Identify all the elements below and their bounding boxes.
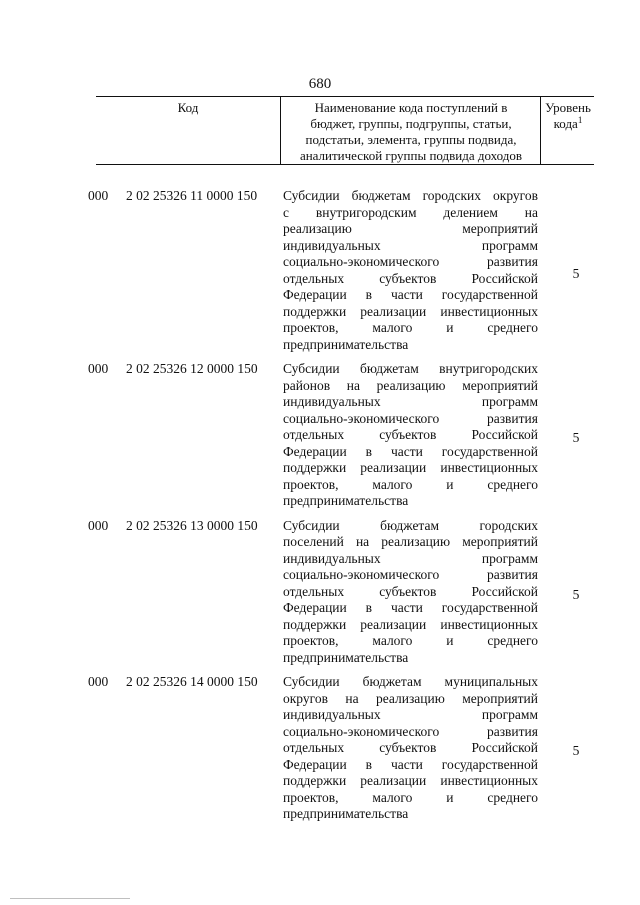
row-name xyxy=(283,674,538,823)
row-name-line: отдельных субъектов Российской xyxy=(283,583,538,599)
row-level: 5 xyxy=(572,743,580,758)
row-name xyxy=(283,188,538,353)
row-name-line: Субсидии бюджетам городских округов xyxy=(283,188,538,203)
table-body xyxy=(0,188,640,831)
row-prefix: 000 xyxy=(88,517,109,533)
row-name-line: Федерации в части государственной xyxy=(283,756,538,772)
scan-edge-line xyxy=(10,898,130,899)
row-name-line: округов на реализацию мероприятий xyxy=(283,690,538,706)
row-code: 2 02 25326 11 0000 150 xyxy=(126,188,258,203)
row-name-line: поселений на реализацию мероприятий xyxy=(283,534,538,549)
row-name-line: отдельных субъектов Российской xyxy=(283,740,538,755)
header-level-second: кода xyxy=(553,116,578,131)
header-level-line xyxy=(542,116,594,132)
row-name-line: реализацию мероприятий xyxy=(283,221,538,236)
table-row xyxy=(0,188,640,361)
row-name-line: с внутригородским делением на xyxy=(283,204,538,220)
header-name xyxy=(282,100,540,164)
row-name-line: проектов, малого и среднего xyxy=(283,476,538,492)
row-code: 2 02 25326 13 0000 150 xyxy=(126,517,258,533)
row-name xyxy=(283,518,538,667)
row-name-line: социально-экономического развития xyxy=(283,410,538,426)
row-name-line: Федерации в части государственной xyxy=(283,443,538,459)
row-name-line: индивидуальных программ xyxy=(283,550,538,566)
row-level: 5 xyxy=(572,430,580,445)
table-row xyxy=(0,361,640,518)
row-name-line: социально-экономического развития xyxy=(283,723,538,739)
row-name-line: социально-экономического развития xyxy=(283,254,538,269)
row-name-line: отдельных субъектов Российской xyxy=(283,270,538,286)
row-name-line: поддержки реализации инвестиционных xyxy=(283,460,538,475)
row-name-line: проектов, малого и среднего xyxy=(283,320,538,335)
header-divider xyxy=(280,97,281,164)
row-name-line: проектов, малого и среднего xyxy=(283,789,538,805)
header-level xyxy=(542,100,594,132)
row-name-line: социально-экономического развития xyxy=(283,567,538,582)
row-name-line: Субсидии бюджетам внутригородских xyxy=(283,361,538,376)
row-name-line: предпринимательства xyxy=(283,336,409,352)
row-name xyxy=(283,361,538,510)
page-number: 680 xyxy=(308,76,332,92)
row-name-line: отдельных субъектов Российской xyxy=(283,427,538,442)
header-name-line: Наименование кода поступлений в xyxy=(314,100,508,115)
row-name-line: Федерации в части государственной xyxy=(283,287,538,302)
row-name-line: поддержки реализации инвестиционных xyxy=(283,303,538,319)
row-level: 5 xyxy=(572,586,580,602)
row-level: 5 xyxy=(572,266,580,281)
row-name-line: индивидуальных программ xyxy=(283,237,538,253)
table-row xyxy=(0,674,640,831)
row-name-line: индивидуальных программ xyxy=(283,707,538,722)
header-name-line: подстатьи, элемента, группы подвида, xyxy=(305,132,517,147)
row-name-line: Федерации в части государственной xyxy=(283,600,538,615)
row-prefix: 000 xyxy=(88,188,109,203)
footnote-marker: 1 xyxy=(577,115,583,125)
table-row xyxy=(0,518,640,675)
header-name-line: бюджет, группы, подгруппы, статьи, xyxy=(310,116,512,131)
row-name-line: районов на реализацию мероприятий xyxy=(283,377,538,393)
row-name-line: поддержки реализации инвестиционных xyxy=(283,616,538,632)
row-name-line: предпринимательства xyxy=(283,493,409,508)
header-code: Код xyxy=(177,100,199,115)
row-name-line: индивидуальных программ xyxy=(283,394,538,409)
row-name-line: Субсидии бюджетам муниципальных xyxy=(283,674,538,689)
row-name-line: предпринимательства xyxy=(283,806,409,821)
row-name-line: Субсидии бюджетам городских xyxy=(283,517,538,533)
row-name-line: проектов, малого и среднего xyxy=(283,633,538,648)
row-code: 2 02 25326 12 0000 150 xyxy=(126,361,258,376)
row-name-line: предпринимательства xyxy=(283,649,409,665)
header-divider xyxy=(540,97,541,164)
header-level-line: Уровень xyxy=(545,100,591,115)
row-prefix: 000 xyxy=(88,674,109,689)
header-name-line: аналитической группы подвида доходов xyxy=(299,148,523,163)
row-name-line: поддержки реализации инвестиционных xyxy=(283,773,538,788)
row-code: 2 02 25326 14 0000 150 xyxy=(126,674,258,689)
row-prefix: 000 xyxy=(88,361,109,376)
table-header xyxy=(96,96,594,165)
